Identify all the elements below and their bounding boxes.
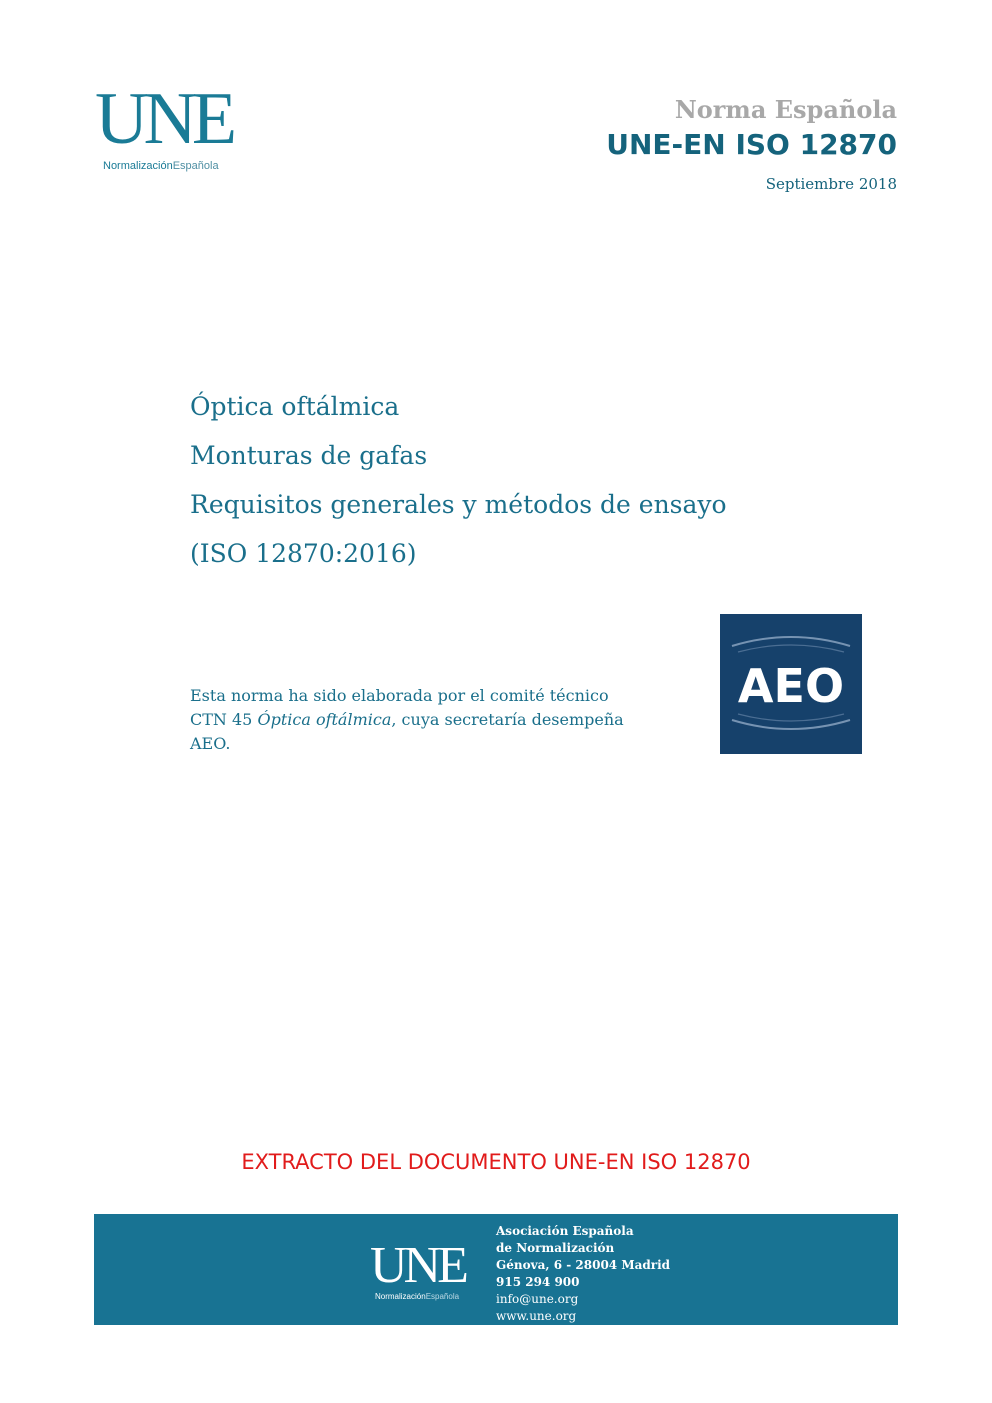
committee-name: Óptica oftálmica [257, 710, 392, 729]
footer-contact [496, 1223, 670, 1325]
footer-logo-sub-light: Española [425, 1292, 460, 1301]
une-logo [95, 78, 240, 178]
org-phone: 915 294 900 [496, 1275, 580, 1289]
footer-une-logo [370, 1237, 480, 1304]
une-logo-subtitle [103, 160, 219, 172]
norma-label: Norma Española [674, 95, 897, 124]
org-address: Génova, 6 - 28004 Madrid [496, 1258, 671, 1272]
org-name-line-2: de Normalización [496, 1241, 615, 1255]
committee-prefix: CTN 45 [190, 710, 258, 729]
org-name-line-1: Asociación Española [496, 1224, 634, 1238]
une-logo-sub-light: Española [172, 160, 219, 172]
footer-logo-sub-main: Normalización [375, 1292, 426, 1301]
title-line: Requisitos generales y métodos de ensayo [190, 490, 727, 519]
document-date: Septiembre 2018 [765, 175, 897, 194]
extract-notice: EXTRACTO DEL DOCUMENTO UNE-EN ISO 12870 [241, 1150, 751, 1174]
document-titles [190, 382, 727, 578]
aeo-logo-graphic [720, 614, 862, 754]
footer-band [94, 1214, 898, 1325]
title-line: (ISO 12870:2016) [190, 539, 417, 568]
une-logo-letters: UNE [95, 78, 233, 160]
une-logo-sub-main: Normalización [103, 160, 173, 172]
document-header [606, 96, 897, 193]
committee-suffix: , cuya secretaría desempeña [391, 710, 624, 729]
committee-statement [190, 684, 660, 756]
document-code: UNE-EN ISO 12870 [606, 127, 897, 161]
aeo-logo-text: AEO [737, 659, 845, 713]
committee-line-1: Esta norma ha sido elaborada por el comité técnico [190, 686, 609, 705]
aeo-logo [720, 614, 862, 754]
org-website-link[interactable]: www.une.org [496, 1309, 577, 1323]
footer-logo-letters: UNE [370, 1237, 465, 1294]
org-email-link[interactable]: info@une.org [496, 1292, 579, 1306]
title-line: Óptica oftálmica [190, 392, 400, 421]
committee-line-3: AEO. [190, 734, 231, 753]
title-line: Monturas de gafas [190, 441, 428, 470]
footer-logo-subtitle [375, 1292, 459, 1301]
